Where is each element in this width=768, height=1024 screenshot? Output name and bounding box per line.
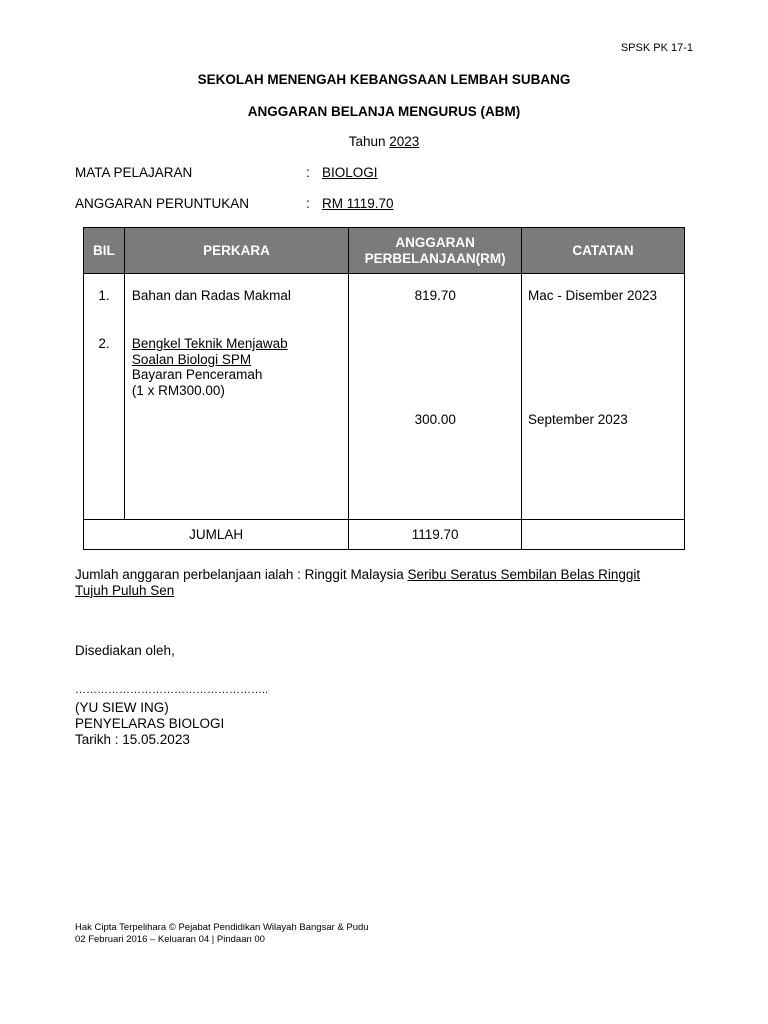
row1-catatan: Mac - Disember 2023: [527, 288, 658, 303]
row2-perkara-line3: Bayaran Penceramah: [131, 367, 263, 382]
document-reference: SPSK PK 17-1: [620, 42, 693, 54]
row2-perkara-line2: Soalan Biologi SPM: [131, 351, 252, 367]
amount-words-2: Tujuh Puluh Sen: [75, 582, 175, 598]
amount-words-1: Seribu Seratus Sembilan Belas Ringgit: [407, 567, 641, 582]
header-perkara: PERKARA: [124, 228, 348, 274]
signature-line: ……………………………………………..: [75, 684, 269, 696]
amount-words-prefix: Jumlah anggaran perbelanjaan ialah : Ringgit Malaysia: [75, 567, 408, 582]
form-title: ANGGARAN BELANJA MENGURUS (ABM): [247, 104, 521, 119]
header-anggaran-line2: PERBELANJAAN(RM): [364, 250, 506, 266]
bil-column: [84, 274, 125, 520]
total-catatan: [521, 520, 684, 550]
header-catatan: CATATAN: [521, 228, 684, 274]
amount-in-words: [75, 567, 685, 598]
budget-table: [83, 227, 685, 550]
amount-column: [349, 274, 522, 520]
row2-catatan: September 2023: [527, 412, 628, 427]
allocation-value: RM 1119.70: [322, 196, 394, 211]
total-row: [84, 520, 685, 550]
total-label: JUMLAH: [84, 520, 349, 550]
signatory-position: PENYELARAS BIOLOGI: [75, 716, 225, 731]
total-value: 1119.70: [349, 520, 522, 550]
header-anggaran-line1: ANGGARAN: [395, 234, 475, 250]
signatory-name: (YU SIEW ING): [75, 700, 169, 715]
signatory-date: Tarikh : 15.05.2023: [75, 732, 190, 747]
perkara-column: [124, 274, 348, 520]
allocation-colon: :: [306, 196, 310, 211]
year-value: 2023: [389, 134, 420, 149]
catatan-column: [521, 274, 684, 520]
footer: [75, 922, 369, 946]
subject-colon: :: [306, 165, 310, 180]
row2-perkara-line4: (1 x RM300.00): [131, 382, 225, 398]
subject-label: MATA PELAJARAN: [75, 165, 193, 180]
table-body-row: [84, 274, 685, 520]
footer-copyright: Hak Cipta Terpelihara © Pejabat Pendidikan Wilayah Bangsar & Pudu: [75, 922, 369, 933]
school-name: SEKOLAH MENENGAH KEBANGSAAN LEMBAH SUBANG: [197, 72, 571, 87]
year-line: [0, 134, 768, 149]
row1-bil: 1.: [98, 288, 110, 303]
prepared-by-label: Disediakan oleh,: [75, 643, 175, 658]
row2-bil: 2.: [98, 336, 110, 351]
table-header-row: [84, 228, 685, 274]
footer-revision: 02 Februari 2016 – Keluaran 04 | Pindaan 00: [75, 934, 265, 945]
row1-perkara: Bahan dan Radas Makmal: [131, 288, 291, 303]
row2-perkara: [132, 336, 288, 398]
row2-perkara-line1: Bengkel Teknik Menjawab: [131, 336, 288, 351]
year-label: Tahun: [348, 134, 386, 149]
row2-amount: 300.00: [414, 412, 456, 427]
header-anggaran: [349, 228, 522, 274]
allocation-label: ANGGARAN PERUNTUKAN: [75, 196, 250, 211]
signatory-block: [75, 700, 224, 748]
subject-value: BIOLOGI: [322, 165, 378, 180]
row1-amount: 819.70: [414, 288, 456, 303]
header-bil: BIL: [84, 228, 125, 274]
